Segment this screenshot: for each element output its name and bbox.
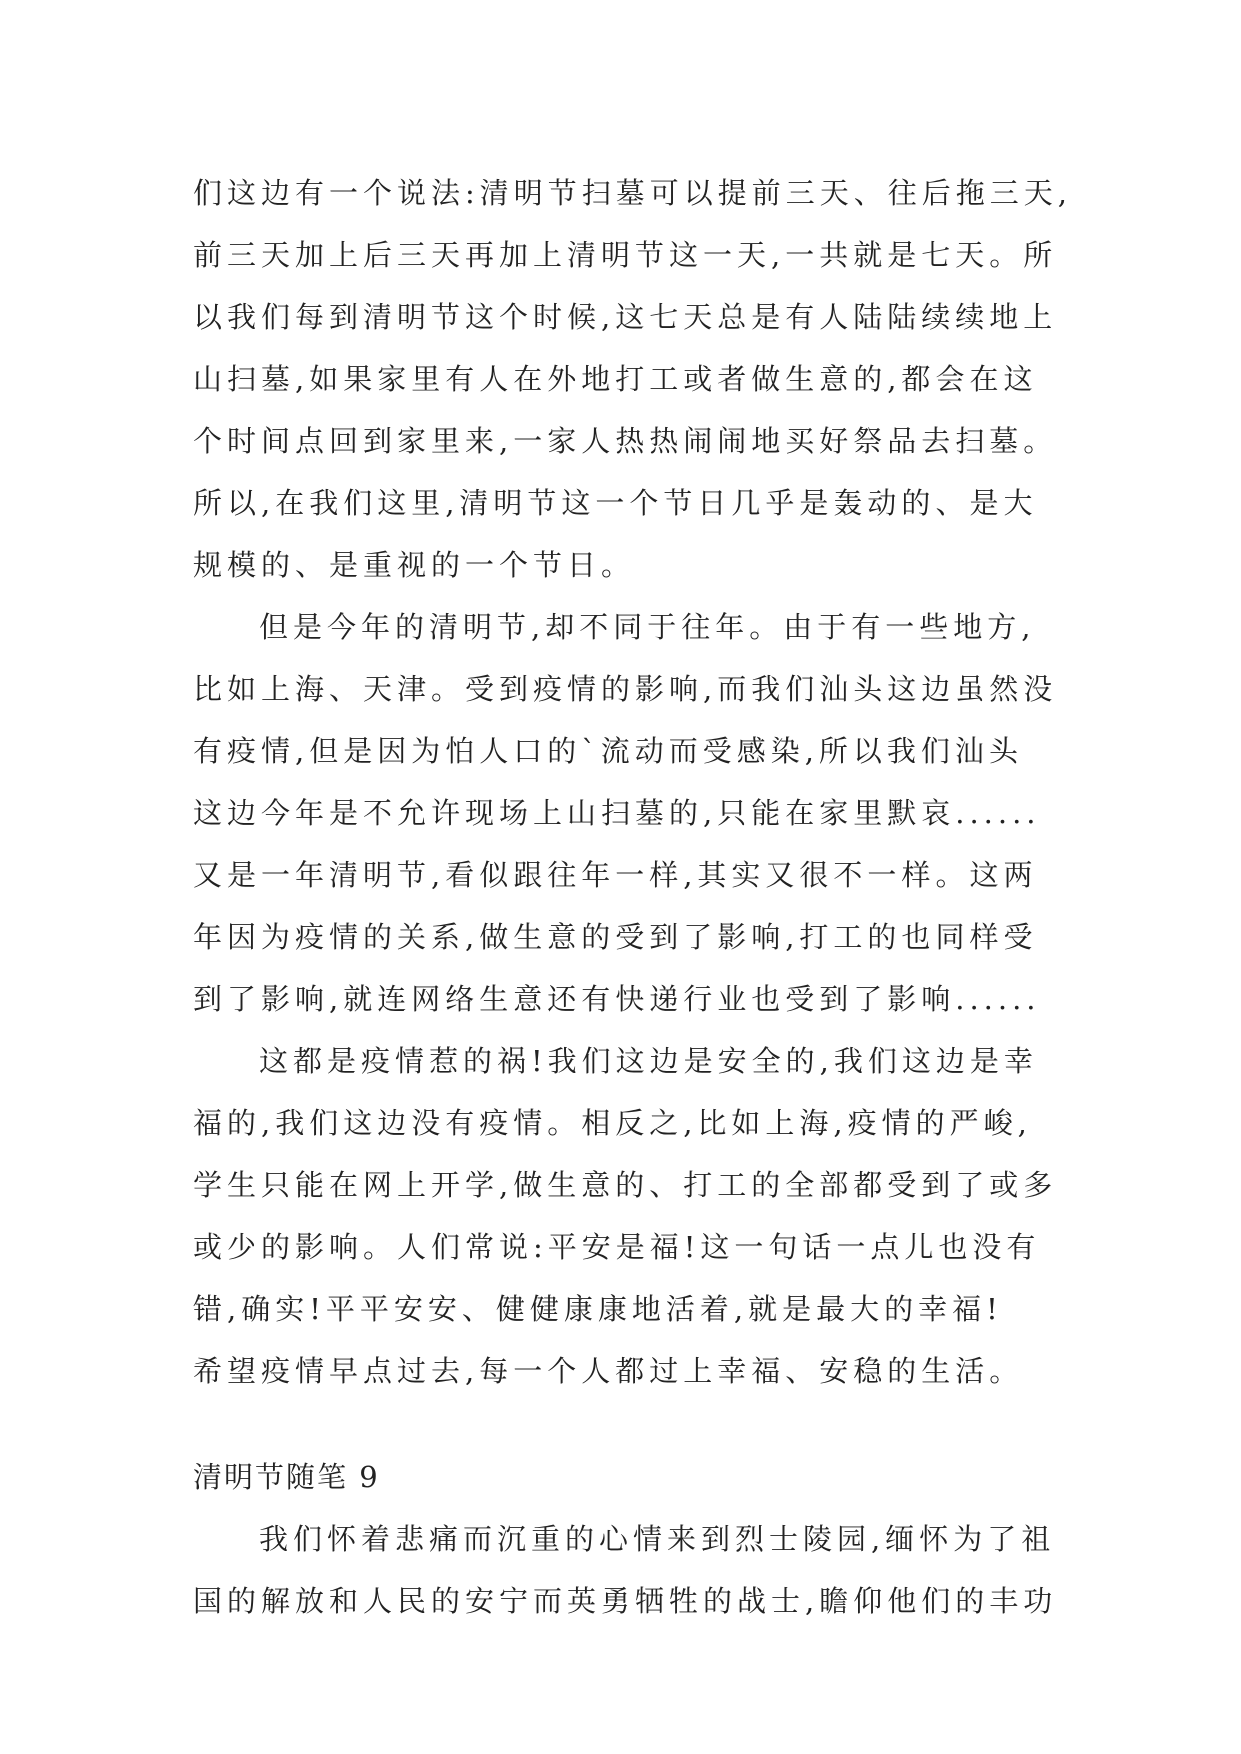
text-line: 规模的、是重视的一个节日。 xyxy=(193,548,636,582)
text-line: 到了影响,就连网络生意还有快递行业也受到了影响...... xyxy=(193,982,1041,1016)
text-line: 有疫情,但是因为怕人口的`流动而受感染,所以我们汕头 xyxy=(193,734,1023,768)
text-line: 福的,我们这边没有疫情。相反之,比如上海,疫情的严峻, xyxy=(193,1106,1032,1140)
text-line: 所以,在我们这里,清明节这一个节日几乎是轰动的、是大 xyxy=(193,486,1038,520)
text-line: 但是今年的清明节,却不同于往年。由于有一些地方, xyxy=(259,610,1036,644)
paragraph-4 xyxy=(193,1508,1073,1632)
text-line: 年因为疫情的关系,做生意的受到了影响,打工的也同样受 xyxy=(193,920,1038,954)
paragraph-3 xyxy=(193,1030,1073,1402)
text-line: 错,确实!平平安安、健健康康地活着,就是最大的幸福! xyxy=(193,1292,1003,1326)
section-title: 清明节随笔 9 xyxy=(193,1460,380,1494)
text-line: 个时间点回到家里来,一家人热热闹闹地买好祭品去扫墓。 xyxy=(193,424,1058,458)
text-line: 们这边有一个说法:清明节扫墓可以提前三天、往后拖三天, xyxy=(193,176,1072,210)
text-line: 希望疫情早点过去,每一个人都过上幸福、安稳的生活。 xyxy=(193,1354,1024,1388)
text-line: 比如上海、天津。受到疫情的影响,而我们汕头这边虽然没 xyxy=(193,672,1058,706)
text-line: 这边今年是不允许现场上山扫墓的,只能在家里默哀...... xyxy=(193,796,1041,830)
text-line: 以我们每到清明节这个时候,这七天总是有人陆陆续续地上 xyxy=(193,300,1058,334)
paragraph-1 xyxy=(193,162,1073,596)
text-line: 学生只能在网上开学,做生意的、打工的全部都受到了或多 xyxy=(193,1168,1058,1202)
paragraph-2 xyxy=(193,596,1073,1030)
text-line: 我们怀着悲痛而沉重的心情来到烈士陵园,缅怀为了祖 xyxy=(259,1522,1056,1556)
text-line: 前三天加上后三天再加上清明节这一天,一共就是七天。所 xyxy=(193,238,1058,272)
text-line: 又是一年清明节,看似跟往年一样,其实又很不一样。这两 xyxy=(193,858,1038,892)
text-line: 国的解放和人民的安宁而英勇牺牲的战士,瞻仰他们的丰功 xyxy=(193,1584,1058,1618)
text-line: 或少的影响。人们常说:平安是福!这一句话一点儿也没有 xyxy=(193,1230,1041,1264)
text-line: 这都是疫情惹的祸!我们这边是安全的,我们这边是幸 xyxy=(259,1044,1038,1078)
text-line: 山扫墓,如果家里有人在外地打工或者做生意的,都会在这 xyxy=(193,362,1038,396)
document-body xyxy=(193,162,1073,1632)
